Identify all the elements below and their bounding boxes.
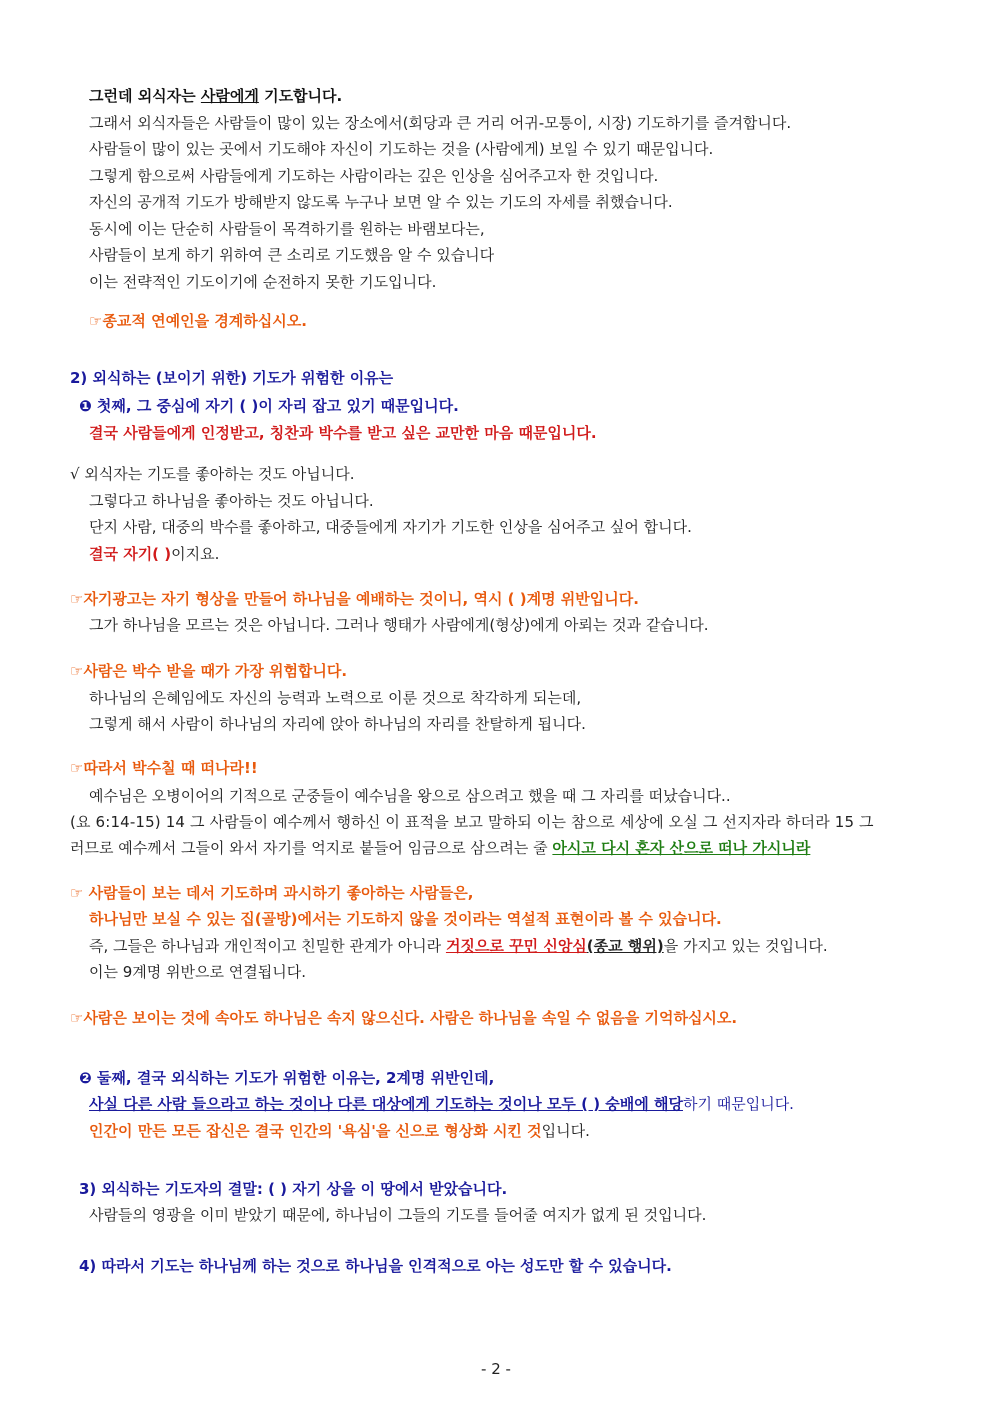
section1-line: 사람들이 보게 하기 위하여 큰 소리로 기도했음 알 수 있습니다 bbox=[89, 246, 495, 264]
section1-line: 자신의 공개적 기도가 방해받지 않도록 누구나 보면 알 수 있는 기도의 자세를 취했습니다. bbox=[89, 193, 673, 211]
section4-heading: 4) 따라서 기도는 하나님께 하는 것으로 하나님을 인격적으로 아는 성도만 할 수 있습니다. bbox=[79, 1257, 672, 1275]
note-show: ☞ 사람들이 보는 데서 기도하며 과시하기 좋아하는 사람들은, bbox=[70, 884, 474, 902]
point1: ❶ 첫째, 그 중심에 자기 ( )이 자리 잡고 있기 때문입니다. bbox=[79, 397, 459, 415]
note-applause: ☞사람은 박수 받을 때가 가장 위험합니다. bbox=[70, 662, 348, 680]
note-self-ad-sub: 그가 하나님을 모르는 것은 아닙니다. 그러나 행태가 사람에게(형상)에게 아뢰는 것과 같습니다. bbox=[89, 616, 709, 634]
point2: ❷ 둘째, 결국 외식하는 기도가 위험한 이유는, 2계명 위반인데, bbox=[79, 1069, 495, 1087]
note-show-line2: 이는 9계명 위반으로 연결됩니다. bbox=[89, 963, 306, 981]
section3-heading: 3) 외식하는 기도자의 결말: ( ) 자기 상을 이 땅에서 받았습니다. bbox=[79, 1180, 508, 1198]
note-show-sub: 하나님만 보실 수 있는 집(골방)에서는 기도하지 않을 것이라는 역설적 표현이라 볼 수 있습니다. bbox=[89, 910, 722, 928]
section1-line: 사람들이 많이 있는 곳에서 기도해야 자신이 기도하는 것을 (사람에게) 보일 수 있기 때문입니다. bbox=[89, 140, 714, 158]
check-line: 그렇다고 하나님을 좋아하는 것도 아닙니다. bbox=[89, 492, 374, 510]
section1-line: 동시에 이는 단순히 사람들이 목격하기를 원하는 바램보다는, bbox=[89, 220, 485, 238]
check-line: √ 외식자는 기도를 좋아하는 것도 아닙니다. bbox=[70, 465, 355, 483]
verse-line: (요 6:14-15) 14 그 사람들이 예수께서 행하신 이 표적을 보고 말하되 이는 참으로 세상에 오실 그 선지자라 하더라 15 그 bbox=[70, 813, 874, 831]
note-leave-line: 예수님은 오병이어의 기적으로 군중들이 예수님을 왕으로 삼으려고 했을 때 그 자리를 떠났습니다.. bbox=[89, 787, 731, 805]
note-self-ad: ☞자기광고는 자기 형상을 만들어 하나님을 예배하는 것이니, 역시 ( )계명 위반입니다. bbox=[70, 590, 639, 608]
verse-line: 러므로 예수께서 그들이 와서 자기를 억지로 붙들어 임금으로 삼으려는 줄 아시고 다시 혼자 산으로 떠나 가시니라 bbox=[70, 839, 811, 857]
point2-sub: 사실 다른 사람 들으라고 하는 것이나 다른 대상에게 기도하는 것이나 모두 ( ) 숭배에 해당하기 때문입니다. bbox=[89, 1095, 794, 1113]
section1-line: 그래서 외식자들은 사람들이 많이 있는 장소에서(회당과 큰 거리 어귀-모퉁이, 시장) 기도하기를 즐겨합니다. bbox=[89, 114, 792, 132]
check-line-end: 결국 자기( )이지요. bbox=[89, 545, 220, 563]
note-show-line: 즉, 그들은 하나님과 개인적이고 친밀한 관계가 아니라 거짓으로 꾸민 신앙심(종교 행위)을 가지고 있는 것입니다. bbox=[89, 937, 828, 955]
page-number: - 2 - bbox=[481, 1360, 511, 1378]
section3-line: 사람들의 영광을 이미 받았기 때문에, 하나님이 그들의 기도를 들어줄 여지가 없게 된 것입니다. bbox=[89, 1206, 707, 1224]
note-applause-line: 그렇게 해서 사람이 하나님의 자리에 앉아 하나님의 자리를 찬탈하게 됩니다. bbox=[89, 715, 586, 733]
section2-heading: 2) 외식하는 (보이기 위한) 기도가 위험한 이유는 bbox=[70, 369, 394, 387]
section1-title: 그런데 외식자는 사람에게 기도합니다. bbox=[89, 87, 343, 105]
note-deceive: ☞사람은 보이는 것에 속아도 하나님은 속지 않으신다. 사람은 하나님을 속일 수 없음을 기억하십시오. bbox=[70, 1009, 738, 1027]
point1-sub: 결국 사람들에게 인정받고, 칭찬과 박수를 받고 싶은 교만한 마음 때문입니다. bbox=[89, 424, 597, 442]
section1-note: ☞종교적 연예인을 경계하십시오. bbox=[89, 312, 307, 330]
section1-line: 이는 전략적인 기도이기에 순전하지 못한 기도입니다. bbox=[89, 273, 437, 291]
note-leave: ☞따라서 박수칠 때 떠나라!! bbox=[70, 759, 258, 777]
note-applause-line: 하나님의 은혜임에도 자신의 능력과 노력으로 이룬 것으로 착각하게 되는데, bbox=[89, 689, 582, 707]
point2-sub2: 인간이 만든 모든 잡신은 결국 인간의 '욕심'을 신으로 형상화 시킨 것입니다. bbox=[89, 1122, 590, 1140]
section1-line: 그렇게 함으로써 사람들에게 기도하는 사람이라는 깊은 인상을 심어주고자 한 것입니다. bbox=[89, 167, 659, 185]
check-line: 단지 사람, 대중의 박수를 좋아하고, 대중들에게 자기가 기도한 인상을 심어주고 싶어 합니다. bbox=[89, 518, 692, 536]
